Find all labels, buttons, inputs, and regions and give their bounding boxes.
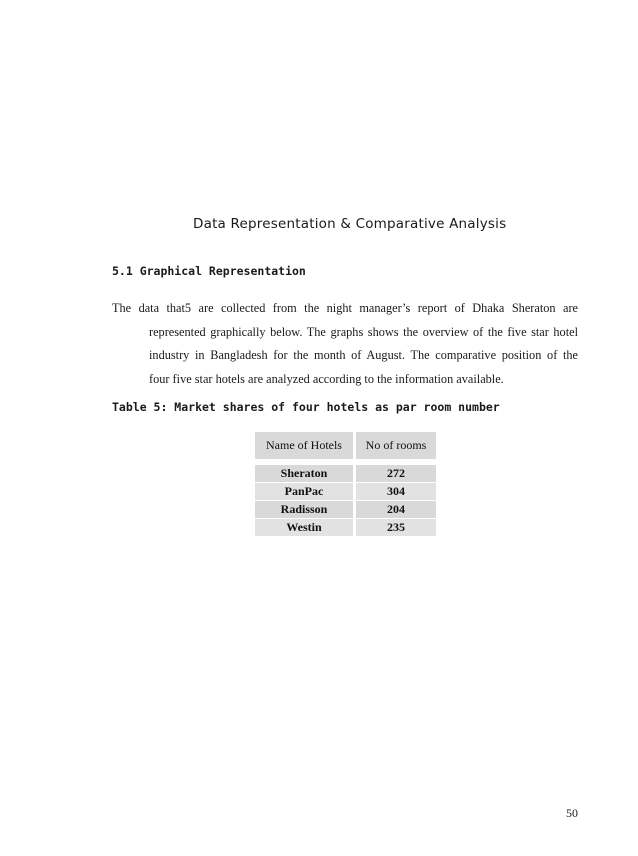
hotel-name-cell: Westin [255,519,355,537]
table-row [255,501,436,519]
hotel-rooms-table [255,432,436,537]
paragraph-line: four five star hotels are analyzed according to the information available. [149,371,504,386]
hotel-name-cell: Radisson [255,501,355,519]
paragraph-line: industry in Bangladesh for the month of August. The comparative position of the [149,348,578,362]
section-heading: 5.1 Graphical Representation [112,264,306,278]
table-caption: Table 5: Market shares of four hotels as par room number [112,400,500,414]
table-row [255,483,436,501]
table-row [255,519,436,537]
page-title: Data Representation & Comparative Analysis [193,216,507,232]
hotel-name-cell: PanPac [255,483,355,501]
body-paragraph [112,297,578,391]
room-count-cell: 204 [355,501,437,519]
room-count-cell: 304 [355,483,437,501]
column-header-rooms: No of rooms [355,432,437,459]
table-header-row [255,432,436,459]
room-count-cell: 235 [355,519,437,537]
column-header-hotel: Name of Hotels [255,432,355,459]
room-count-cell: 272 [355,465,437,483]
paragraph-line: represented graphically below. The graphs shows the overview of the five star hotel [149,324,578,339]
page-number: 50 [566,806,578,820]
table-row [255,465,436,483]
paragraph-line: The data that5 are collected from the night manager’s report of Dhaka Sheraton are [112,301,578,315]
hotel-name-cell: Sheraton [255,465,355,483]
